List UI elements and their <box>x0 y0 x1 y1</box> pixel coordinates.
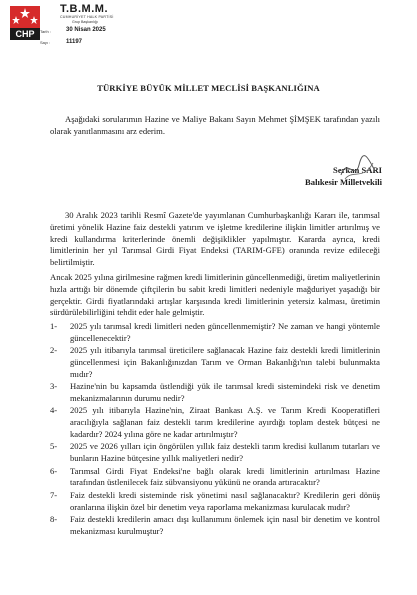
question-item <box>50 321 380 345</box>
question-number: 4- <box>50 405 58 416</box>
question-text: Tarımsal Girdi Fiyat Endeksi'ne bağlı olarak kredi limitlerinin artırılması Hazine tarafından üstlenilecek faiz sübvansiyonu yükünü ne oranda artıracaktır? <box>70 465 380 488</box>
signature-scribble <box>337 151 379 185</box>
question-item <box>50 405 380 440</box>
body-paragraph-2: Ancak 2025 yılına girilmesine rağmen kredi limitlerinin güncellenmediği, üretim maliyetlerinin hızla arttığı bir dönemde çiftçilerin bu sabit kredi limitleri nedeniyle mağduriyet yaşadığı bir gerçektir. Girdi fiyatlarındaki artışlar karşısında kredi limitlerinin yetersiz kalması, üretimin sürdürülebilirliğini tehdit eder hale gelmiştir. <box>50 272 380 318</box>
question-number: 7- <box>50 489 58 500</box>
question-number: 8- <box>50 513 58 524</box>
signature-block <box>282 165 382 189</box>
signature-role: Balıkesir Milletvekili <box>305 176 382 187</box>
number-value: 11197 <box>66 38 83 45</box>
question-text: 2025 yılı tarımsal kredi limitleri neden güncellenmemiştir? Ne zaman ve hangi yöntemle güncellenecektir? <box>70 321 380 343</box>
number-label: Sayı : <box>40 40 51 45</box>
office-name: Grup Başkanlığı <box>72 20 98 24</box>
intro-paragraph: Aşağıdaki sorularımın Hazine ve Maliye Bakanı Sayın Mehmet ŞİMŞEK tarafından yazılı olarak yanıtlanmasını arz ederim. <box>50 114 380 136</box>
question-text: Faiz destekli kredilerin amacı dışı kullanımını önlemek için nasıl bir denetim ve kontrol mekanizması kurulmuştur? <box>70 513 380 536</box>
chp-logo <box>10 6 40 40</box>
question-number: 6- <box>50 465 58 476</box>
question-text: Faiz destekli kredi sisteminde risk yönetimi nasıl sağlanacaktır? Kredilerin geri dönüş oranlarına ilişkin özel bir denetim veya raporlama mekanizması kurulacak mıdır? <box>70 489 380 512</box>
question-number: 1- <box>50 321 58 331</box>
question-list <box>50 321 380 538</box>
body-paragraph-1: 30 Aralık 2023 tarihli Resmî Gazete'de yayımlanan Cumhurbaşkanlığı Kararı ile, tarımsal üretimi yönelik Hazine faiz destekli yatırım ve işletme kredilerine ilişkin limitler artırılmış ve kredi kullandırma kriterlerinde önemli değişiklikler yapılmıştır. Kararda ayrıca, kredi limitlerinin her yıl Tarımsal Girdi Fiyat Endeksi (TARIM-GFE) oranında revize edileceği belirtilmiştir. <box>50 210 380 268</box>
logo-text: CHP <box>15 29 35 39</box>
question-text: 2025 yılı itibarıyla Hazine'nin, Ziraat Bankası A.Ş. ve Tarım Kredi Kooperatifleri aracılığıyla sağlanan faiz destekli tarım kredilerine ayırdığı toplam destek bütçesi ne kadardır? 2024 yılına göre ne kadar artırılmıştır? <box>70 405 380 439</box>
date-label: Tarih : <box>40 29 51 34</box>
document-title: TÜRKİYE BÜYÜK MİLLET MECLİSİ BAŞKANLIĞINA <box>97 83 320 93</box>
question-text: 2025 yılı itibarıyla tarımsal üreticilere sağlanacak Hazine faiz destekli kredi limitlerinin güncellenmesi için Bakanlığınızdan Tarım ve Orman Bakanlığı'nın talebi bulunmakta mıdır? <box>70 345 380 379</box>
question-item <box>50 441 380 465</box>
signature-name: Serkan SARI <box>333 165 382 175</box>
question-number: 2- <box>50 345 58 356</box>
question-text: Hazine'nin bu kapsamda üstlendiği yük ile tarımsal kredi sistemindeki risk ve denetim mekanizmalarının durumu nedir? <box>70 381 380 403</box>
question-item <box>50 345 380 380</box>
question-item <box>50 466 380 490</box>
question-number: 3- <box>50 381 58 392</box>
party-name: CUMHURİYET HALK PARTİSİ <box>60 15 114 19</box>
date-value: 30 Nisan 2025 <box>66 27 106 33</box>
question-number: 5- <box>50 441 58 452</box>
institution-name: T.B.M.M. <box>60 3 108 15</box>
question-item <box>50 490 380 514</box>
question-item <box>50 514 380 538</box>
question-item <box>50 381 380 405</box>
question-text: 2025 ve 2026 yılları için öngörülen yıllık faiz destekli tarım kredisi kullanım tutarları ve bunların Hazine bütçesine yıllık maliyetleri nedir? <box>70 441 380 464</box>
